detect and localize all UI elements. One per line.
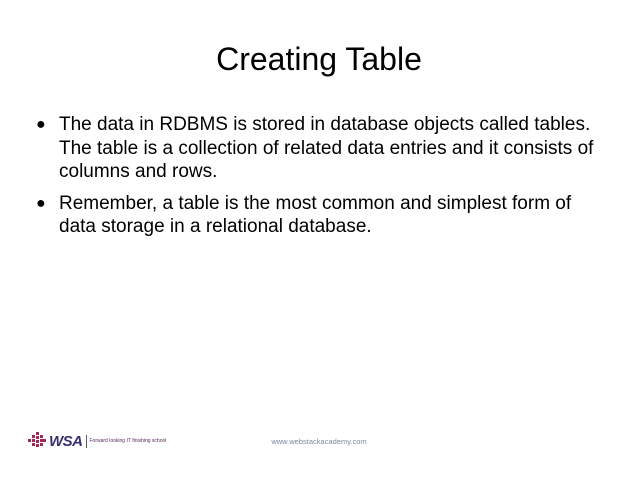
- logo-wordmark: WSA: [49, 432, 83, 450]
- bullet-item: [32, 113, 612, 184]
- bullet-icon: ●: [36, 194, 46, 212]
- bullet-list: [32, 113, 612, 247]
- bullet-text: The data in RDBMS is stored in database objects called tables. The table is a collection of related data entries and it consists of columns and rows.: [59, 114, 594, 182]
- bullet-item: [32, 192, 612, 239]
- bullet-icon: ●: [36, 116, 46, 133]
- bullet-text: Remember, a table is the most common and simplest form of data storage in a relational database.: [59, 192, 572, 237]
- footer-url: www.webstackacademy.com: [271, 437, 367, 446]
- logo-tagline: Forward looking IT finishing school: [89, 438, 167, 444]
- slide-title: Creating Table: [216, 41, 422, 77]
